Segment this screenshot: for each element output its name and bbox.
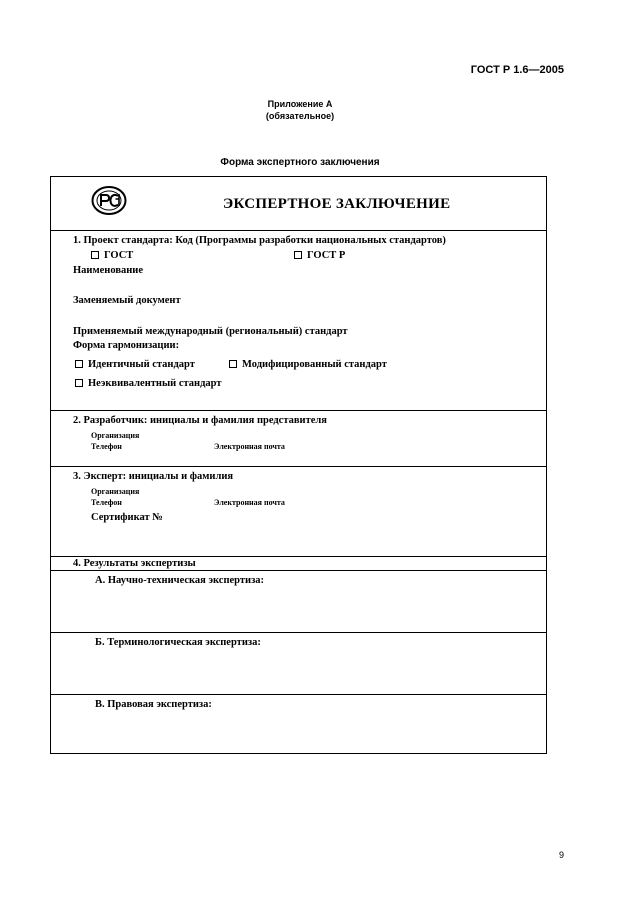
developer-org-label: Организация [91, 431, 140, 440]
option-identical: Идентичный стандарт [75, 358, 195, 371]
document-code: ГОСТ Р 1.6—2005 [470, 64, 564, 76]
expert-email-label: Электронная почта [214, 498, 285, 507]
replaced-document-label: Заменяемый документ [73, 295, 181, 306]
gost-r-checkbox[interactable] [294, 251, 302, 259]
section-results-heading-row [51, 557, 546, 571]
section2-heading: 2. Разработчик: инициалы и фамилия представителя [73, 415, 327, 426]
section-standard-project [51, 231, 546, 411]
expert-phone-label: Телефон [91, 498, 122, 507]
nonequivalent-checkbox[interactable] [75, 379, 83, 387]
form-caption: Форма экспертного заключения [220, 157, 380, 168]
annex-title: Приложение А [267, 99, 333, 109]
option-gost-r: ГОСТ Р [294, 249, 345, 262]
section-developer [51, 411, 546, 467]
expert-conclusion-form [50, 176, 547, 754]
option-modified: Модифицированный стандарт [229, 358, 387, 371]
section-scientific-review [51, 571, 546, 633]
section-expert [51, 467, 546, 557]
legal-review-label: В. Правовая экспертиза: [95, 699, 212, 710]
identical-checkbox[interactable] [75, 360, 83, 368]
name-label: Наименование [73, 265, 143, 276]
form-title-row [51, 177, 546, 231]
annex-note: (обязательное) [265, 111, 335, 121]
page-number: 9 [558, 850, 564, 860]
modified-checkbox[interactable] [229, 360, 237, 368]
annex-heading [0, 98, 600, 122]
harmonization-label: Форма гармонизации: [73, 340, 180, 351]
developer-phone-label: Телефон [91, 442, 122, 451]
developer-email-label: Электронная почта [214, 442, 285, 451]
section3-heading: 3. Эксперт: инициалы и фамилия [73, 471, 234, 482]
rst-mark-icon [91, 185, 127, 216]
intl-standard-label: Применяемый международный (региональный) стандарт [73, 326, 348, 337]
form-title: ЭКСПЕРТНОЕ ЗАКЛЮЧЕНИЕ [223, 196, 451, 212]
expert-certificate-label: Сертификат № [91, 512, 163, 523]
section-legal-review [51, 695, 546, 753]
section-terminology-review [51, 633, 546, 695]
expert-org-label: Организация [91, 487, 140, 496]
gost-checkbox[interactable] [91, 251, 99, 259]
section1-heading: 1. Проект стандарта: Код (Программы разработки национальных стандартов) [73, 235, 446, 246]
option-gost: ГОСТ [91, 249, 133, 262]
section4-heading: 4. Результаты экспертизы [73, 558, 196, 569]
scientific-review-label: А. Научно-техническая экспертиза: [95, 575, 265, 586]
terminology-review-label: Б. Терминологическая экспертиза: [95, 637, 261, 648]
option-nonequivalent: Неэквивалентный стандарт [75, 377, 222, 390]
